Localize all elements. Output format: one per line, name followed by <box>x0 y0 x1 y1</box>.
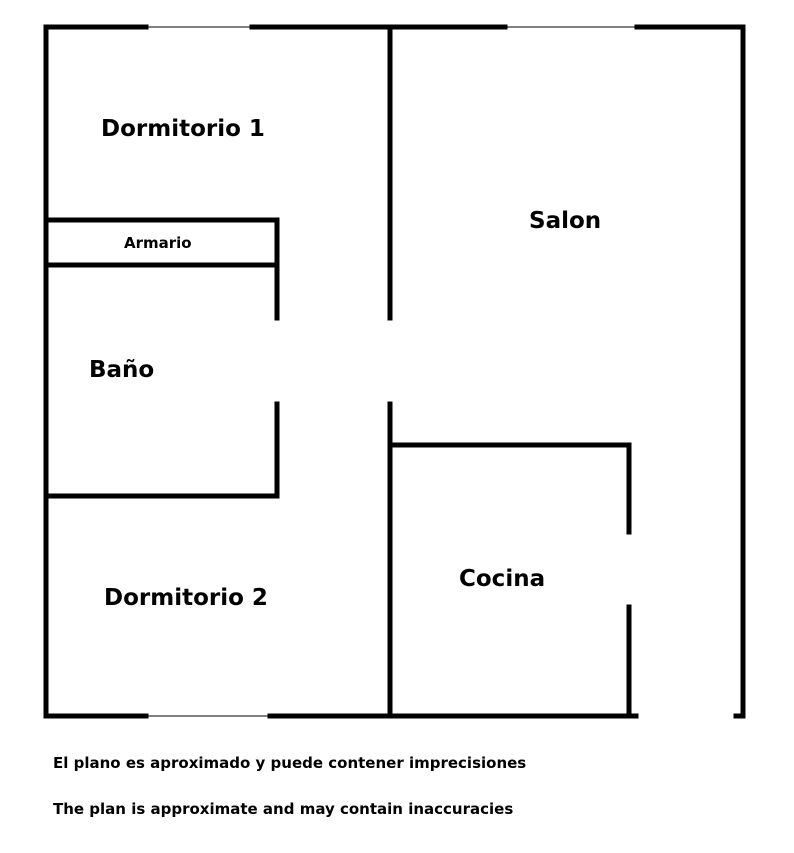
disclaimer-spanish: El plano es aproximado y puede contener imprecisiones <box>53 754 527 772</box>
disclaimer-english: The plan is approximate and may contain inaccuracies <box>53 800 514 818</box>
label-dormitorio-2: Dormitorio 2 <box>104 585 268 611</box>
room-labels <box>89 116 601 611</box>
label-dormitorio-1: Dormitorio 1 <box>101 116 265 142</box>
label-armario: Armario <box>124 234 192 252</box>
label-bano: Baño <box>89 357 155 383</box>
label-salon: Salon <box>529 208 602 234</box>
label-cocina: Cocina <box>459 566 546 592</box>
